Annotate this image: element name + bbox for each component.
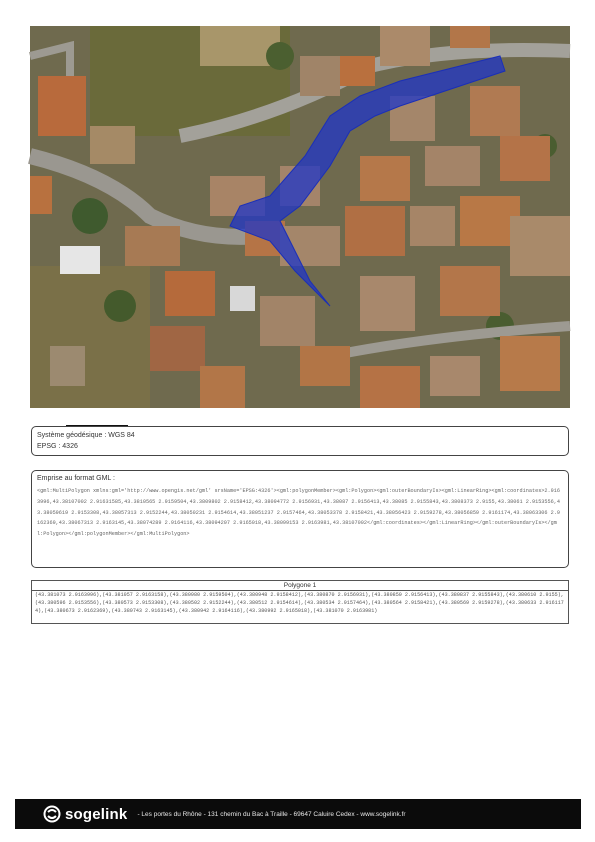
- scale-label: 20 m: [66, 416, 84, 425]
- geodetic-info-box: [31, 426, 569, 456]
- gml-label: Emprise au format GML :: [37, 475, 115, 482]
- gml-text[interactable]: <gml:MultiPolygon xmlns:gml='http://www.opengis.net/gml' srsName='EPSG:4326'><gml:polygonMember><gml:Polygon><gml:outerBoundaryIs><gml:LinearRing><gml:coordinates>2.9163996,43.38107002 2.91631585,43.3810565 2.9159504,43.3809802 2.9158412,43.38094772 2.9156931,43.38087 2.9156413,43.38085 2.9155843,43.3808373 2.9155,43.38061 2.9153556,43.38059619 2.9153308,43.38057313 2.9152244,43.38050231 2.9154614,43.38051237 2.9157464,43.38053378 2.9158421,43.38056423 2.9159278,43.38056859 2.9161174,43.38063306 2.9162369,43.38067313 2.9163145,43.38074289 2.9164116,43.38094207 2.9165018,43.38099153 2.9163981,43.38107002</gml:coordinates></gml:LinearRing></gml:outerBoundaryIs></gml:Polygon></gml:polygonMember></gml:MultiPolygon>: [37, 488, 560, 538]
- sogelink-logo-icon: [43, 805, 61, 823]
- polygon-coordinates[interactable]: (43.381073 2.9163996),(43.381057 2.9163158),(43.380980 2.9159504),(43.380948 2.9158412),(43.380870 2.9156931),(43.380850 2.9156413),(43.380837 2.9155843),(43.380610 2.9155),(43.380596 2.9153556),(43.380573 2.9153308),(43.380502 2.9152244),(43.380512 2.9154614),(43.380534 2.9157464),(43.380564 2.9158421),(43.380569 2.9159278),(43.380633 2.9161174),(43.380673 2.9162369),(43.380743 2.9163145),(43.380942 2.9164116),(43.380992 2.9165018),(43.381070 2.9163981): [35, 592, 564, 614]
- epsg-code-text: EPSG : 4326: [37, 443, 78, 450]
- polygon-table: [31, 580, 569, 624]
- footer-bar: [15, 799, 581, 829]
- company-address: - Les portes du Rhône - 131 chemin du Bac à Traille - 69647 Caluire Cedex - www.sogelink.fr: [137, 810, 406, 818]
- geodetic-system-text: Système géodésique : WGS 84: [37, 432, 135, 439]
- aerial-map[interactable]: [30, 26, 570, 425]
- aerial-photo: [30, 26, 570, 408]
- gml-box: [31, 470, 569, 568]
- brand-name: sogelink: [65, 805, 128, 823]
- polygon-title: Polygone 1: [32, 581, 568, 591]
